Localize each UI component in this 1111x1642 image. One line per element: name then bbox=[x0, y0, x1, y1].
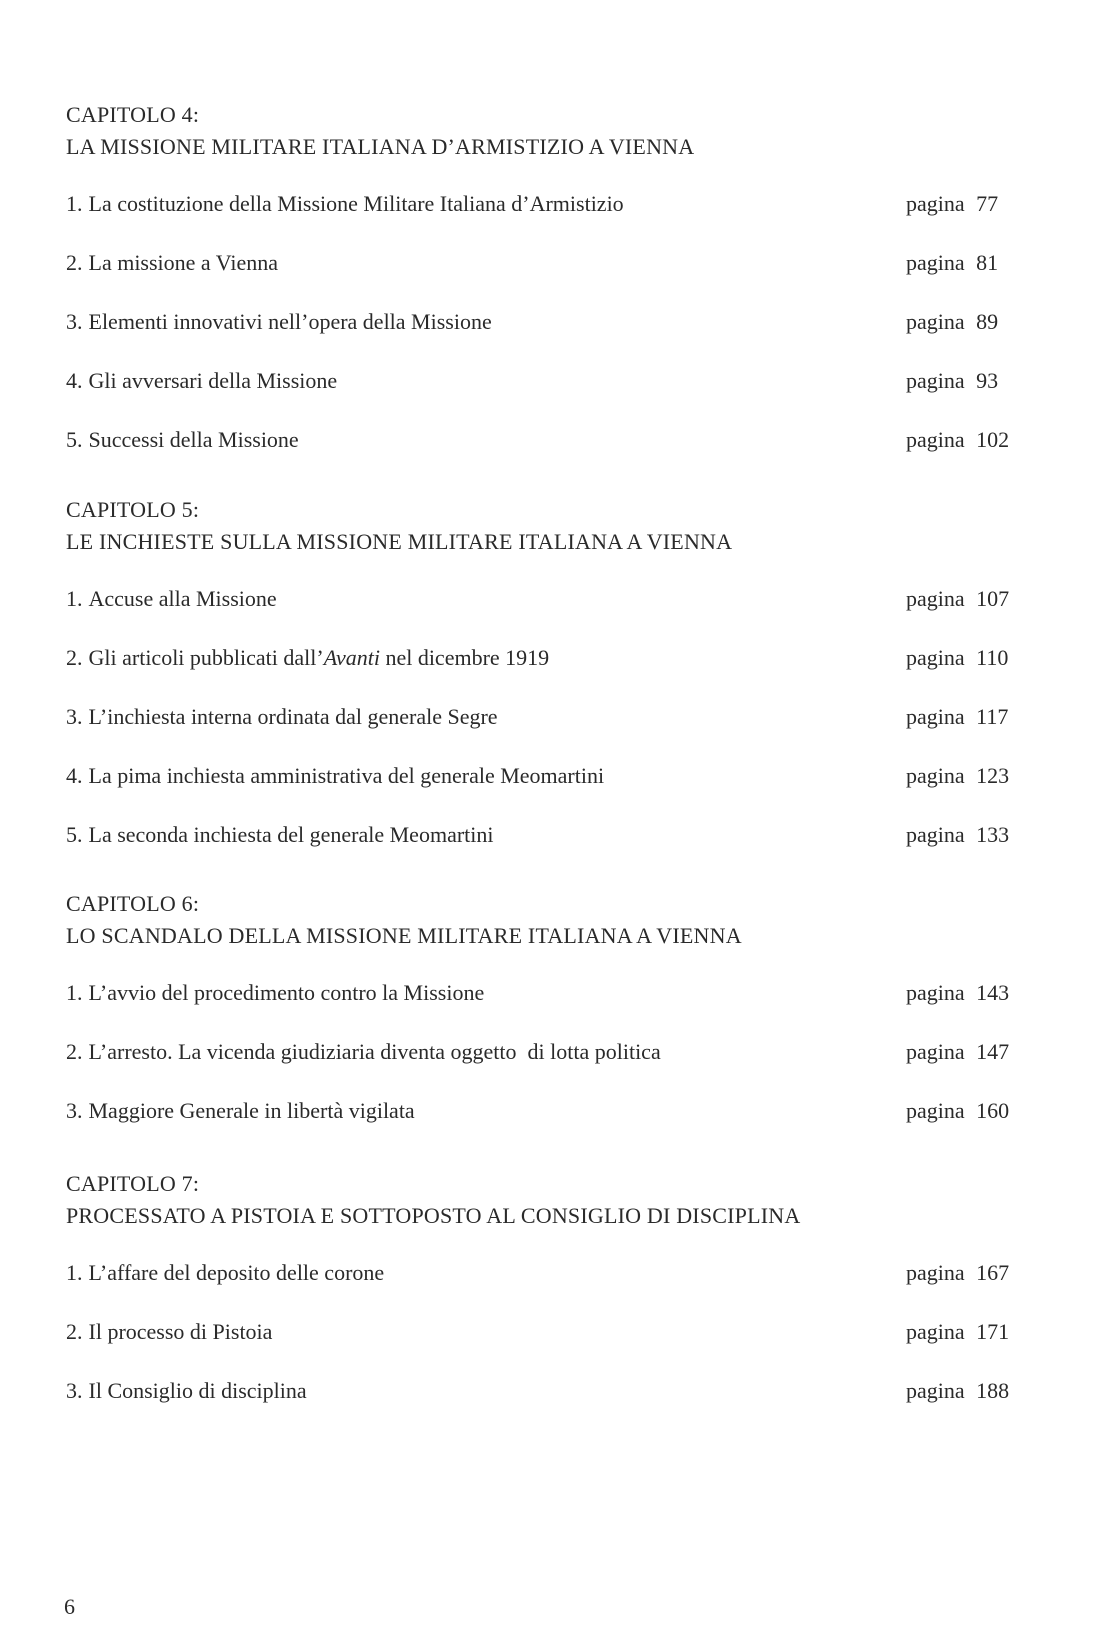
entry-text: Il processo di Pistoia bbox=[88, 1319, 273, 1344]
entry-title bbox=[66, 702, 498, 732]
chapter-title: LE INCHIESTE SULLA MISSIONE MILITARE ITALIANA A VIENNA bbox=[66, 529, 733, 554]
entry-title bbox=[66, 584, 277, 614]
entry-text: Gli avversari della Missione bbox=[88, 368, 338, 393]
entry-title bbox=[66, 1037, 661, 1067]
entry-page-ref: pagina 77 bbox=[906, 191, 999, 216]
entry-text: L’inchiesta interna ordinata dal generale Segre bbox=[88, 704, 498, 729]
entry-text-before: Gli articoli pubblicati dall’ bbox=[88, 645, 324, 670]
toc-entry bbox=[66, 1258, 1026, 1317]
toc-entries bbox=[66, 189, 1026, 484]
entry-number: 3. bbox=[66, 1098, 83, 1123]
toc-entry bbox=[66, 189, 1026, 248]
entry-text: Il Consiglio di disciplina bbox=[88, 1378, 307, 1403]
entry-number: 3. bbox=[66, 704, 83, 729]
entry-title bbox=[66, 1376, 307, 1406]
chapter-7 bbox=[66, 1168, 1026, 1435]
entry-title bbox=[66, 366, 337, 396]
entry-page-ref: pagina 188 bbox=[906, 1378, 1010, 1403]
toc-entry bbox=[66, 643, 1026, 702]
entry-page-ref: pagina 117 bbox=[906, 704, 1009, 729]
entry-text-after: nel dicembre 1919 bbox=[379, 645, 550, 670]
entry-page-ref: pagina 89 bbox=[906, 309, 999, 334]
entry-page-ref: pagina 171 bbox=[906, 1319, 1010, 1344]
entry-number: 1. bbox=[66, 980, 83, 1005]
chapter-label: CAPITOLO 6: bbox=[66, 891, 200, 916]
entry-number: 4. bbox=[66, 368, 83, 393]
page-number: 6 bbox=[64, 1594, 75, 1619]
entry-title bbox=[66, 761, 604, 791]
entry-page-ref: pagina 110 bbox=[906, 645, 1009, 670]
toc-entries bbox=[66, 978, 1026, 1155]
entry-title bbox=[66, 307, 492, 337]
toc-entry bbox=[66, 584, 1026, 643]
entry-page-ref: pagina 143 bbox=[906, 980, 1010, 1005]
entry-page-ref: pagina 123 bbox=[906, 763, 1010, 788]
chapter-4 bbox=[66, 99, 1026, 484]
toc-entry bbox=[66, 1317, 1026, 1376]
toc-entry bbox=[66, 307, 1026, 366]
entry-title bbox=[66, 643, 549, 673]
entry-text: Elementi innovativi nell’opera della Missione bbox=[88, 309, 492, 334]
entry-number: 5. bbox=[66, 427, 83, 452]
chapter-label: CAPITOLO 5: bbox=[66, 497, 200, 522]
entry-title bbox=[66, 248, 278, 278]
entry-title bbox=[66, 978, 484, 1008]
chapter-6 bbox=[66, 888, 1026, 1155]
entry-text: L’affare del deposito delle corone bbox=[88, 1260, 385, 1285]
entry-title bbox=[66, 1096, 415, 1126]
entry-number: 1. bbox=[66, 191, 83, 216]
entry-title bbox=[66, 425, 299, 455]
toc-entry bbox=[66, 1096, 1026, 1155]
entry-page-ref: pagina 81 bbox=[906, 250, 999, 275]
chapter-5 bbox=[66, 494, 1026, 879]
toc-entry bbox=[66, 820, 1026, 879]
toc-entries bbox=[66, 584, 1026, 879]
entry-page-ref: pagina 93 bbox=[906, 368, 999, 393]
entry-number: 1. bbox=[66, 586, 83, 611]
toc-entry bbox=[66, 1376, 1026, 1435]
entry-text: La pima inchiesta amministrativa del generale Meomartini bbox=[88, 763, 605, 788]
entry-page-ref: pagina 167 bbox=[906, 1260, 1010, 1285]
entry-page-ref: pagina 102 bbox=[906, 427, 1010, 452]
toc-entry bbox=[66, 366, 1026, 425]
entry-number: 4. bbox=[66, 763, 83, 788]
toc-entry bbox=[66, 1037, 1026, 1096]
toc-entry bbox=[66, 702, 1026, 761]
toc-entries bbox=[66, 1258, 1026, 1435]
entry-text: L’avvio del procedimento contro la Missione bbox=[88, 980, 485, 1005]
entry-title bbox=[66, 1317, 272, 1347]
entry-italic-title: Avanti bbox=[323, 645, 380, 670]
chapter-title: PROCESSATO A PISTOIA E SOTTOPOSTO AL CONSIGLIO DI DISCIPLINA bbox=[66, 1203, 801, 1228]
toc-entry bbox=[66, 248, 1026, 307]
chapter-title: LO SCANDALO DELLA MISSIONE MILITARE ITALIANA A VIENNA bbox=[66, 923, 742, 948]
chapter-label: CAPITOLO 7: bbox=[66, 1171, 200, 1196]
entry-text: Maggiore Generale in libertà vigilata bbox=[88, 1098, 415, 1123]
entry-text: La costituzione della Missione Militare Italiana d’Armistizio bbox=[88, 191, 624, 216]
entry-page-ref: pagina 160 bbox=[906, 1098, 1010, 1123]
entry-text: La missione a Vienna bbox=[88, 250, 279, 275]
entry-title bbox=[66, 1258, 384, 1288]
entry-title bbox=[66, 820, 494, 850]
entry-number: 1. bbox=[66, 1260, 83, 1285]
chapter-title: LA MISSIONE MILITARE ITALIANA D’ARMISTIZIO A VIENNA bbox=[66, 134, 695, 159]
entry-text: L’arresto. La vicenda giudiziaria diventa oggetto di lotta politica bbox=[88, 1039, 661, 1064]
entry-title bbox=[66, 189, 624, 219]
entry-text: Accuse alla Missione bbox=[88, 586, 277, 611]
entry-text: Successi della Missione bbox=[88, 427, 299, 452]
entry-number: 2. bbox=[66, 645, 83, 670]
entry-text: La seconda inchiesta del generale Meomartini bbox=[88, 822, 494, 847]
entry-number: 2. bbox=[66, 250, 83, 275]
entry-number: 3. bbox=[66, 309, 83, 334]
entry-number: 2. bbox=[66, 1039, 83, 1064]
entry-page-ref: pagina 147 bbox=[906, 1039, 1010, 1064]
entry-page-ref: pagina 107 bbox=[906, 586, 1010, 611]
entry-number: 2. bbox=[66, 1319, 83, 1344]
chapter-label: CAPITOLO 4: bbox=[66, 102, 200, 127]
entry-number: 3. bbox=[66, 1378, 83, 1403]
toc-entry bbox=[66, 978, 1026, 1037]
toc-entry bbox=[66, 425, 1026, 484]
toc-entry bbox=[66, 761, 1026, 820]
entry-page-ref: pagina 133 bbox=[906, 822, 1010, 847]
entry-number: 5. bbox=[66, 822, 83, 847]
